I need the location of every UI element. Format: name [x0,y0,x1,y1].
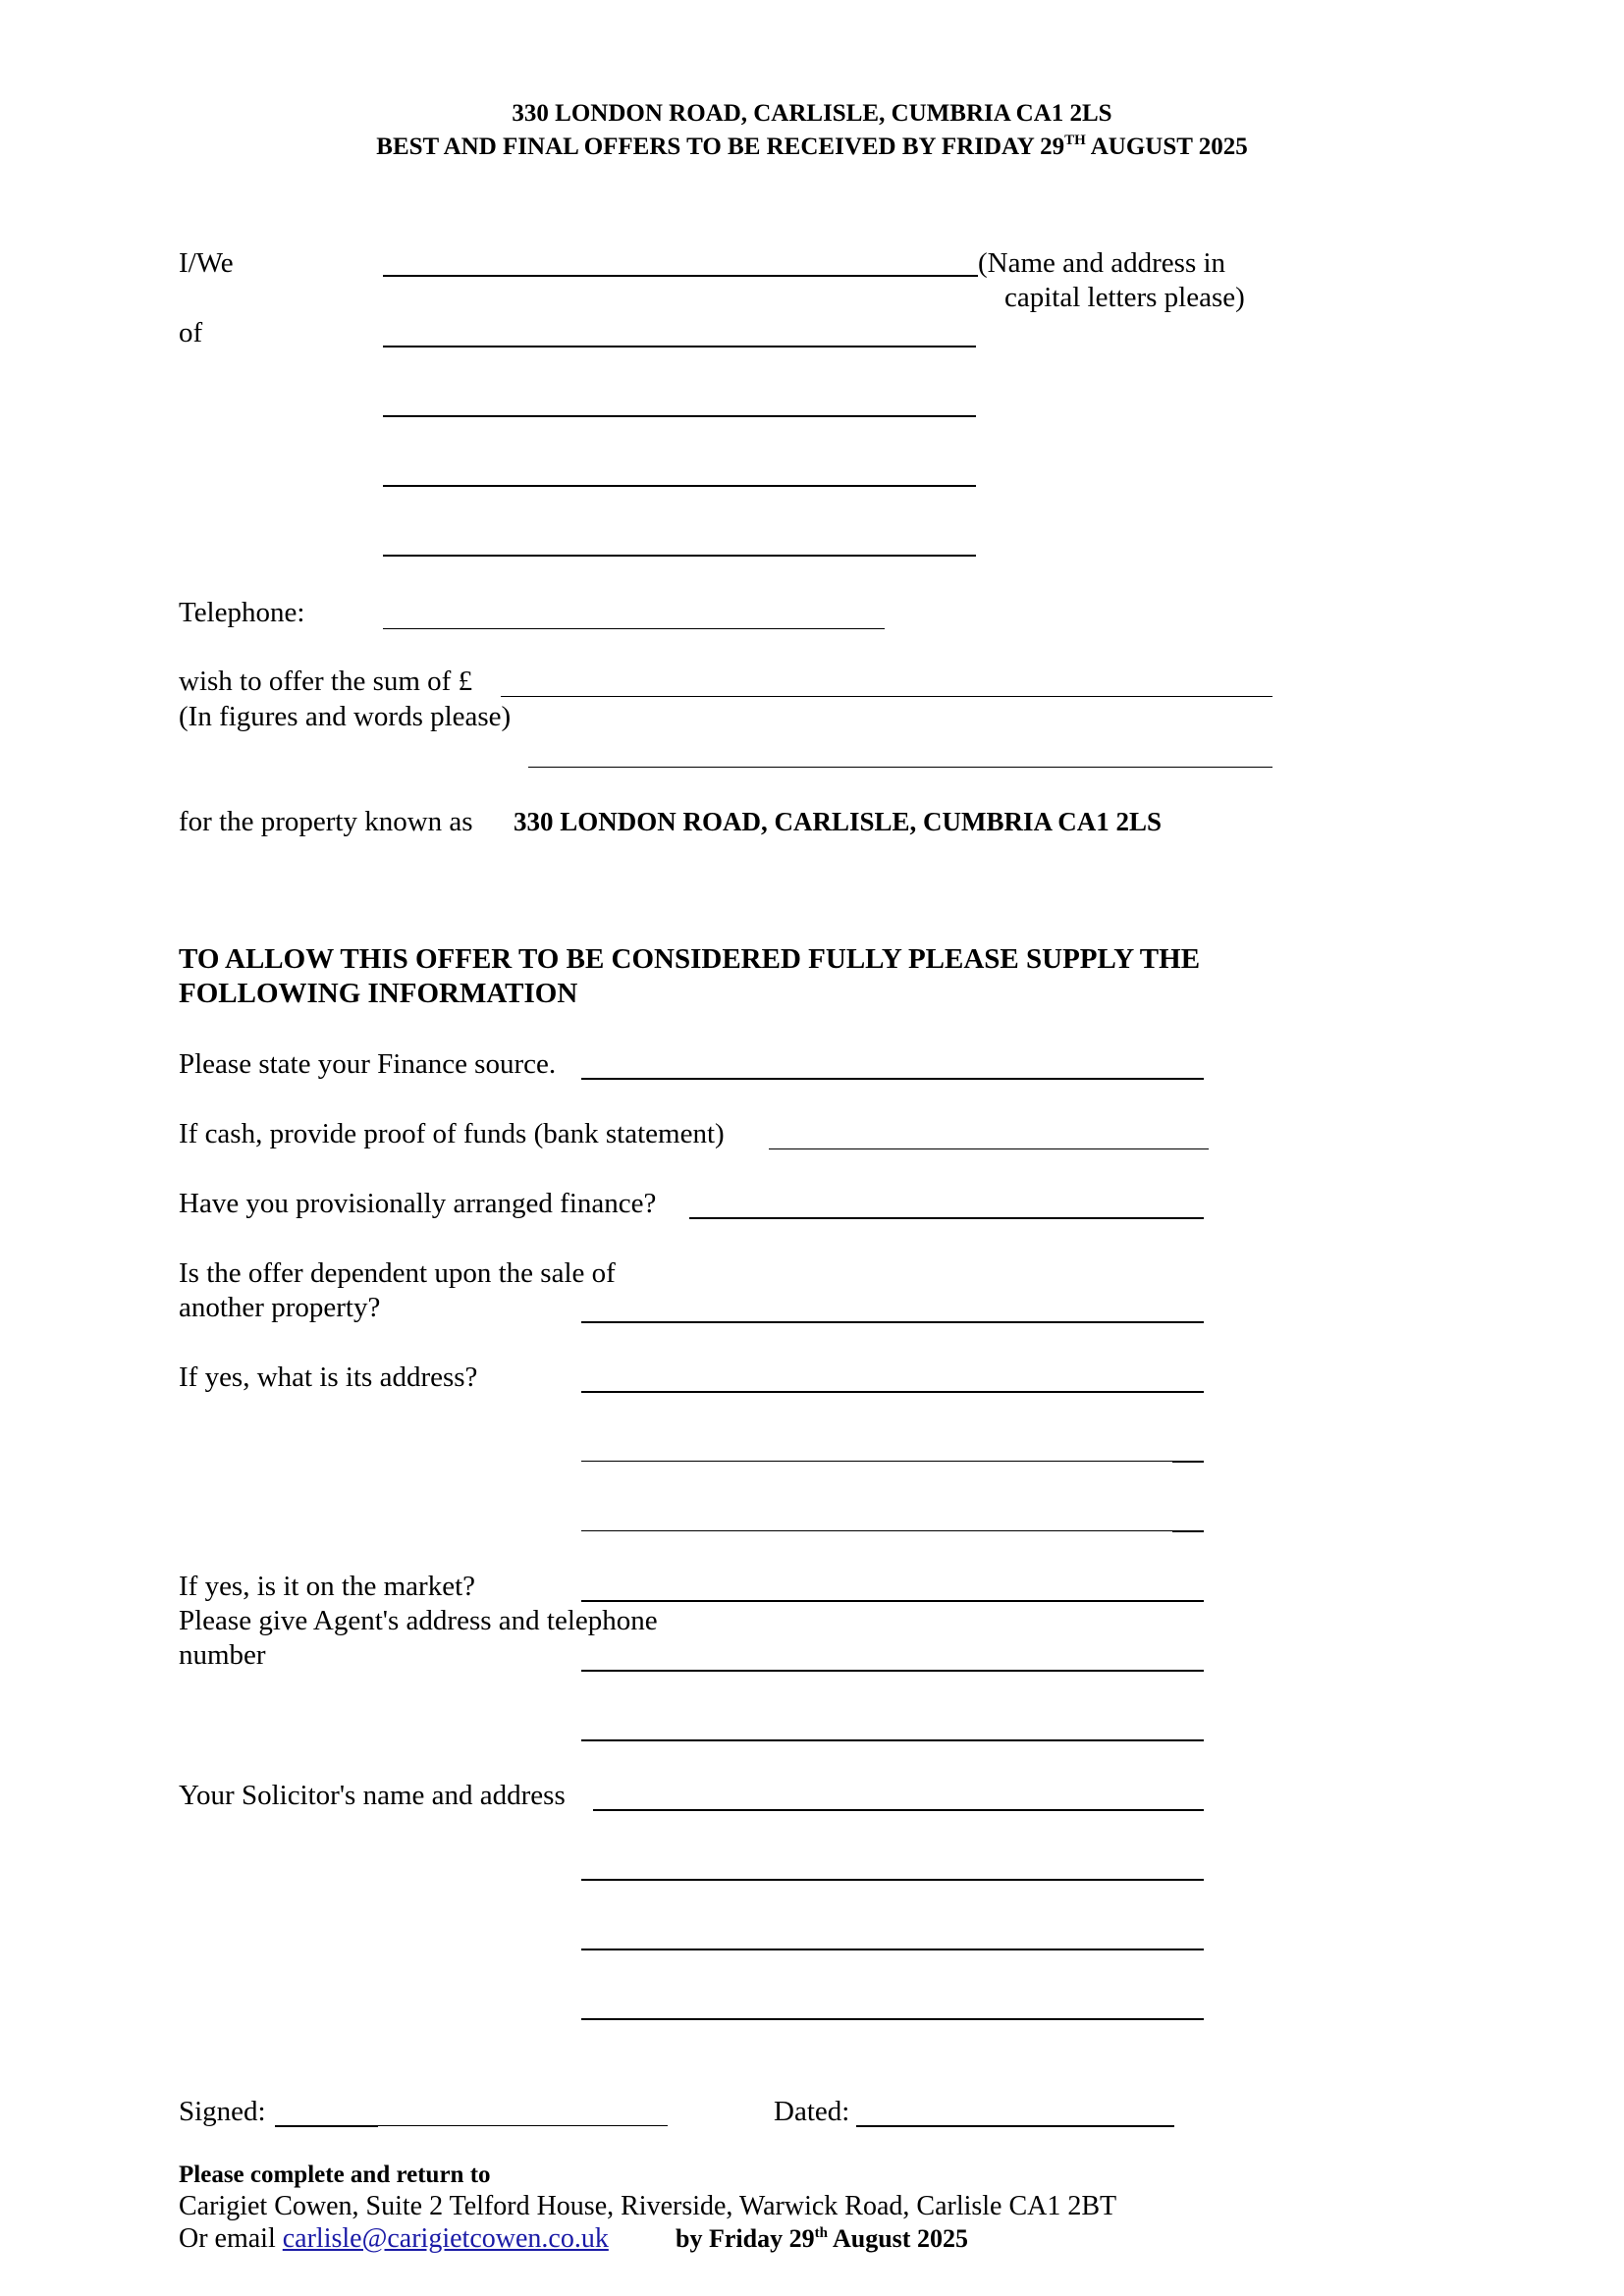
header-title-line1: 330 LONDON ROAD, CARLISLE, CUMBRIA CA1 2LS [512,100,1112,127]
property-value: 330 LONDON ROAD, CARLISLE, CUMBRIA CA1 2LS [514,807,1163,836]
signature-line[interactable] [378,2125,668,2126]
agent-details-line-1[interactable] [581,1670,1204,1672]
solicitor-line-3[interactable] [581,1949,1204,1950]
finance-source-line[interactable] [581,1078,1204,1080]
on-market-line[interactable] [581,1600,1204,1602]
name-field-line[interactable] [383,275,978,277]
other-address-line-1[interactable] [581,1391,1204,1393]
property-label: for the property known as [179,806,473,837]
info-heading-line2: FOLLOWING INFORMATION [179,978,578,1009]
header-deadline-superscript: TH [1064,133,1086,148]
telephone-label: Telephone: [179,597,305,628]
on-market-label: If yes, is it on the market? [179,1571,475,1602]
date-line[interactable] [856,2125,1174,2127]
proof-of-funds-label: If cash, provide proof of funds (bank statement) [179,1118,725,1149]
iwe-label: I/We [179,247,234,279]
solicitor-label: Your Solicitor's name and address [179,1780,566,1811]
arranged-finance-label: Have you provisionally arranged finance? [179,1188,657,1219]
name-note-line1: (Name and address in [978,247,1226,279]
agent-details-line-2[interactable] [581,1739,1204,1741]
address-field-line-1[interactable] [383,346,976,347]
address-field-line-2[interactable] [383,415,976,417]
email-line [179,2223,609,2255]
email-link[interactable]: carlisle@carigietcowen.co.uk [282,2223,609,2254]
telephone-field-line[interactable] [383,628,885,629]
arranged-finance-line[interactable] [689,1217,1204,1219]
finance-source-label: Please state your Finance source. [179,1048,557,1080]
return-deadline-text: by Friday 29 [676,2224,815,2253]
address-field-line-4[interactable] [383,555,976,557]
return-address: Carigiet Cowen, Suite 2 Telford House, Riverside, Warwick Road, Carlisle CA1 2BT [179,2191,1117,2221]
dependent-sale-label-line2: another property? [179,1292,381,1323]
other-address-label: If yes, what is its address? [179,1362,478,1393]
offer-amount-line-1[interactable] [501,696,1272,697]
return-heading: Please complete and return to [179,2162,491,2188]
agent-label-line1: Please give Agent's address and telephone [179,1605,658,1636]
other-address-line-3-end [1172,1530,1204,1532]
other-address-line-2-end [1172,1461,1204,1463]
header-title-line2 [0,132,1624,163]
return-deadline-month: August 2025 [827,2224,968,2253]
solicitor-line-2[interactable] [581,1879,1204,1881]
offer-amount-line-2[interactable] [528,767,1272,768]
offer-label: wish to offer the sum of £ [179,666,473,697]
return-deadline-superscript: th [814,2225,828,2241]
dependent-sale-label-line1: Is the offer dependent upon the sale of [179,1257,616,1289]
proof-of-funds-line[interactable] [769,1148,1209,1149]
email-prefix: Or email [179,2223,283,2254]
signature-line-start[interactable] [275,2125,378,2127]
agent-label-line2: number [179,1639,266,1671]
name-note-line2: capital letters please) [1004,282,1245,313]
of-label: of [179,317,203,348]
header-deadline-month: AUGUST 2025 [1085,133,1248,160]
other-address-line-3[interactable] [581,1530,1172,1531]
other-address-line-2[interactable] [581,1461,1172,1462]
dependent-sale-line[interactable] [581,1321,1204,1323]
solicitor-line-4[interactable] [581,2018,1204,2020]
solicitor-line-1[interactable] [593,1809,1204,1811]
header-deadline-text: BEST AND FINAL OFFERS TO BE RECEIVED BY FRIDAY 29 [376,133,1065,160]
info-heading-line1: TO ALLOW THIS OFFER TO BE CONSIDERED FULLY PLEASE SUPPLY THE [179,943,1201,975]
dated-label: Dated: [774,2096,850,2127]
return-deadline [676,2223,968,2255]
offer-note: (In figures and words please) [179,701,512,732]
signed-label: Signed: [179,2096,266,2127]
address-field-line-3[interactable] [383,485,976,487]
